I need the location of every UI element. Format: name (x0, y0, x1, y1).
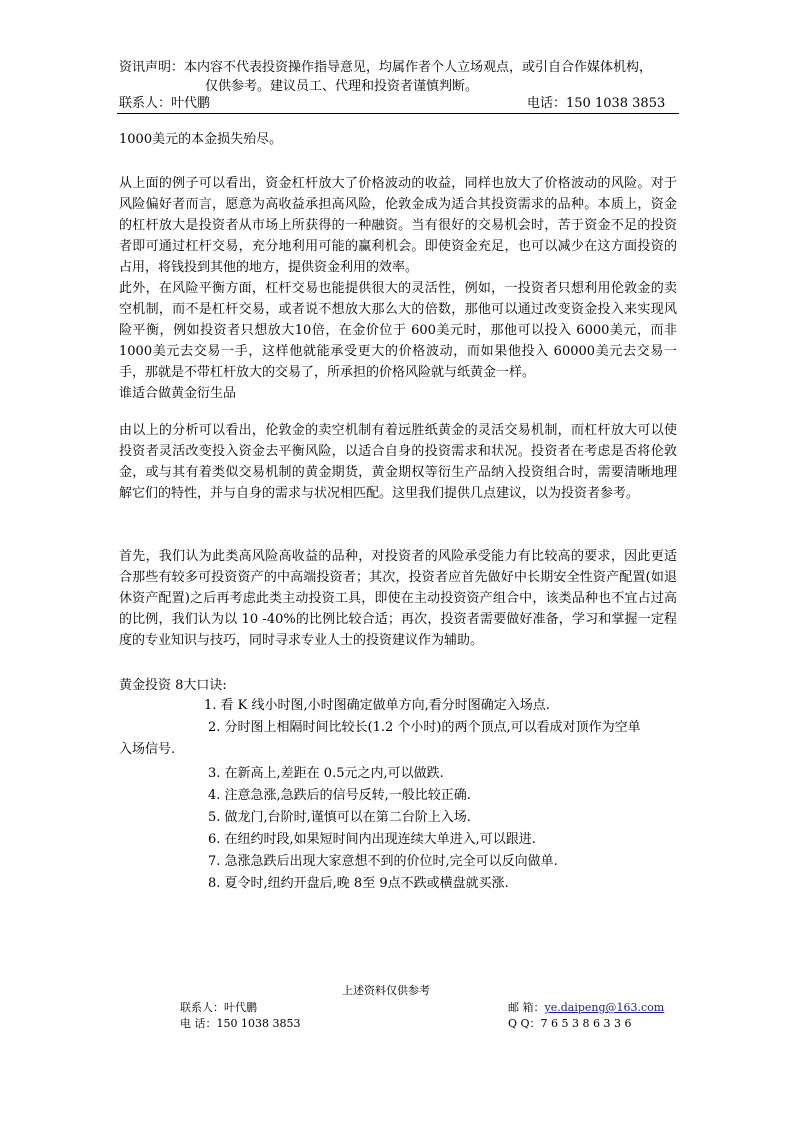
list-item: 6. 在纽约时段,如果短时间内出现连续大单进入,可以跟进. (208, 832, 536, 847)
paragraph-text: 此外，在风险平衡方面，杠杆交易也能提供很大的灵活性，例如，一投资者只想利用伦敦金的卖空机制，而不是杠杆交易，或者说不想放大那么大的倍数，那他可以通过改变资金投入来实现风险平衡，例如投资者只想放大10倍，在金价位于 600美元时，那他可以投入 6000美元，而非 1000美元去交易一手，这样他就能承受更大的价格波动，而如果他投入 60000美元去交易一手，那就是不带杠杆放大的交易了，所承担的价格风险就与纸黄金一样。 (119, 281, 677, 380)
list-item: 1. 看 K 线小时图,小时图确定做单方向,看分时图确定入场点. (204, 698, 550, 713)
paragraph (119, 129, 677, 150)
paragraph (119, 173, 677, 404)
paragraph-text: 首先，我们认为此类高风险高收益的品种，对投资者的风险承受能力有比较高的要求，因此更适合那些有较多可投资资产的中高端投资者；其次，投资者应首先做好中长期安全性资产配置(如退休资产配置)之后再考虑此类主动投资工具，即使在主动投资资产组合中，该类品种也不宜占过高的比例，我们认为以 10 -40%的比例比较合适；再次，投资者需要做好准备，学习和掌握一定程度的专业知识与技巧，同时寻求专业人士的投资建议作为辅助。 (119, 549, 677, 648)
disclaimer-line-2: 仅供参考。建议员工、代理和投资者谨慎判断。 (205, 79, 479, 94)
list-item: 3. 在新高上,差距在 0.5元之内,可以做跌. (208, 766, 444, 781)
footer-qq: Q Q：7 6 5 3 8 6 3 3 6 (508, 1017, 632, 1030)
list-heading (119, 675, 677, 696)
paragraph-text: 从上面的例子可以看出，资金杠杆放大了价格波动的收益，同样也放大了价格波动的风险。对于风险偏好者而言，愿意为高收益承担高风险，伦敦金成为适合其投资需求的品种。本质上，资金的杠杆放大是投资者从市场上所获得的一种融资。当有很好的交易机会时，苦于资金不足的投资者即可通过杠杆交易，充分地利用可能的赢利机会。即使资金充足，也可以减少在这方面投资的占用，将钱投到其他的地方，提供资金利用的效率。 (119, 176, 677, 275)
footer-phone: 电 话：150 1038 3853 (180, 1017, 301, 1030)
footer-email (508, 1000, 664, 1015)
list-item: 8. 夏令时,纽约开盘后,晚 8至 9点不跌或横盘就买涨. (208, 876, 509, 891)
section-heading: 谁适合做黄金衍生品 (119, 386, 237, 401)
disclaimer-line-1: 资讯声明：本内容不代表投资操作指导意见，均属作者个人立场观点，或引自合作媒体机构， (119, 60, 653, 75)
email-link[interactable]: ye.daipeng@163.com (544, 1001, 665, 1014)
header-phone: 电话：150 1038 3853 (527, 96, 666, 111)
list-item: 7. 急涨急跌后出现大家意想不到的价位时,完全可以反向做单. (208, 854, 558, 869)
list-item-continuation: 入场信号. (119, 742, 176, 757)
paragraph-text: 由以上的分析可以看出，伦敦金的卖空机制有着远胜纸黄金的灵活交易机制，而杠杆放大可以使投资者灵活改变投入资金去平衡风险，以适合自身的投资需求和状况。投资者在考虑是否将伦敦金，或与其有着类似交易机制的黄金期货，黄金期权等衍生产品纳入投资组合时，需要清晰地理解它们的特性，并与自身的需求与状况相匹配。这里我们提供几点建议，以为投资者参考。 (119, 423, 677, 501)
header-contact: 联系人：叶代鹏 (119, 96, 211, 111)
footer-title: 上述资料仅供参考 (342, 984, 430, 997)
paragraph (119, 546, 677, 651)
header-divider (117, 113, 679, 114)
header-disclaimer (119, 58, 679, 96)
paragraph-text: 1000美元的本金损失殆尽。 (119, 132, 283, 147)
footer-email-label: 邮 箱： (508, 1001, 545, 1014)
list-heading-text: 黄金投资 8大口诀: (119, 678, 227, 693)
paragraph (119, 420, 677, 504)
list-item: 2. 分时图上相隔时间比较长(1.2 个小时)的两个顶点,可以看成对顶作为空单 (208, 720, 641, 735)
list-item: 4. 注意急涨,急跌后的信号反转,一般比较正确. (208, 788, 471, 803)
footer-contact: 联系人：叶代鹏 (180, 1001, 257, 1014)
list-item: 5. 做龙门,台阶时,谨慎可以在第二台阶上入场. (208, 810, 471, 825)
